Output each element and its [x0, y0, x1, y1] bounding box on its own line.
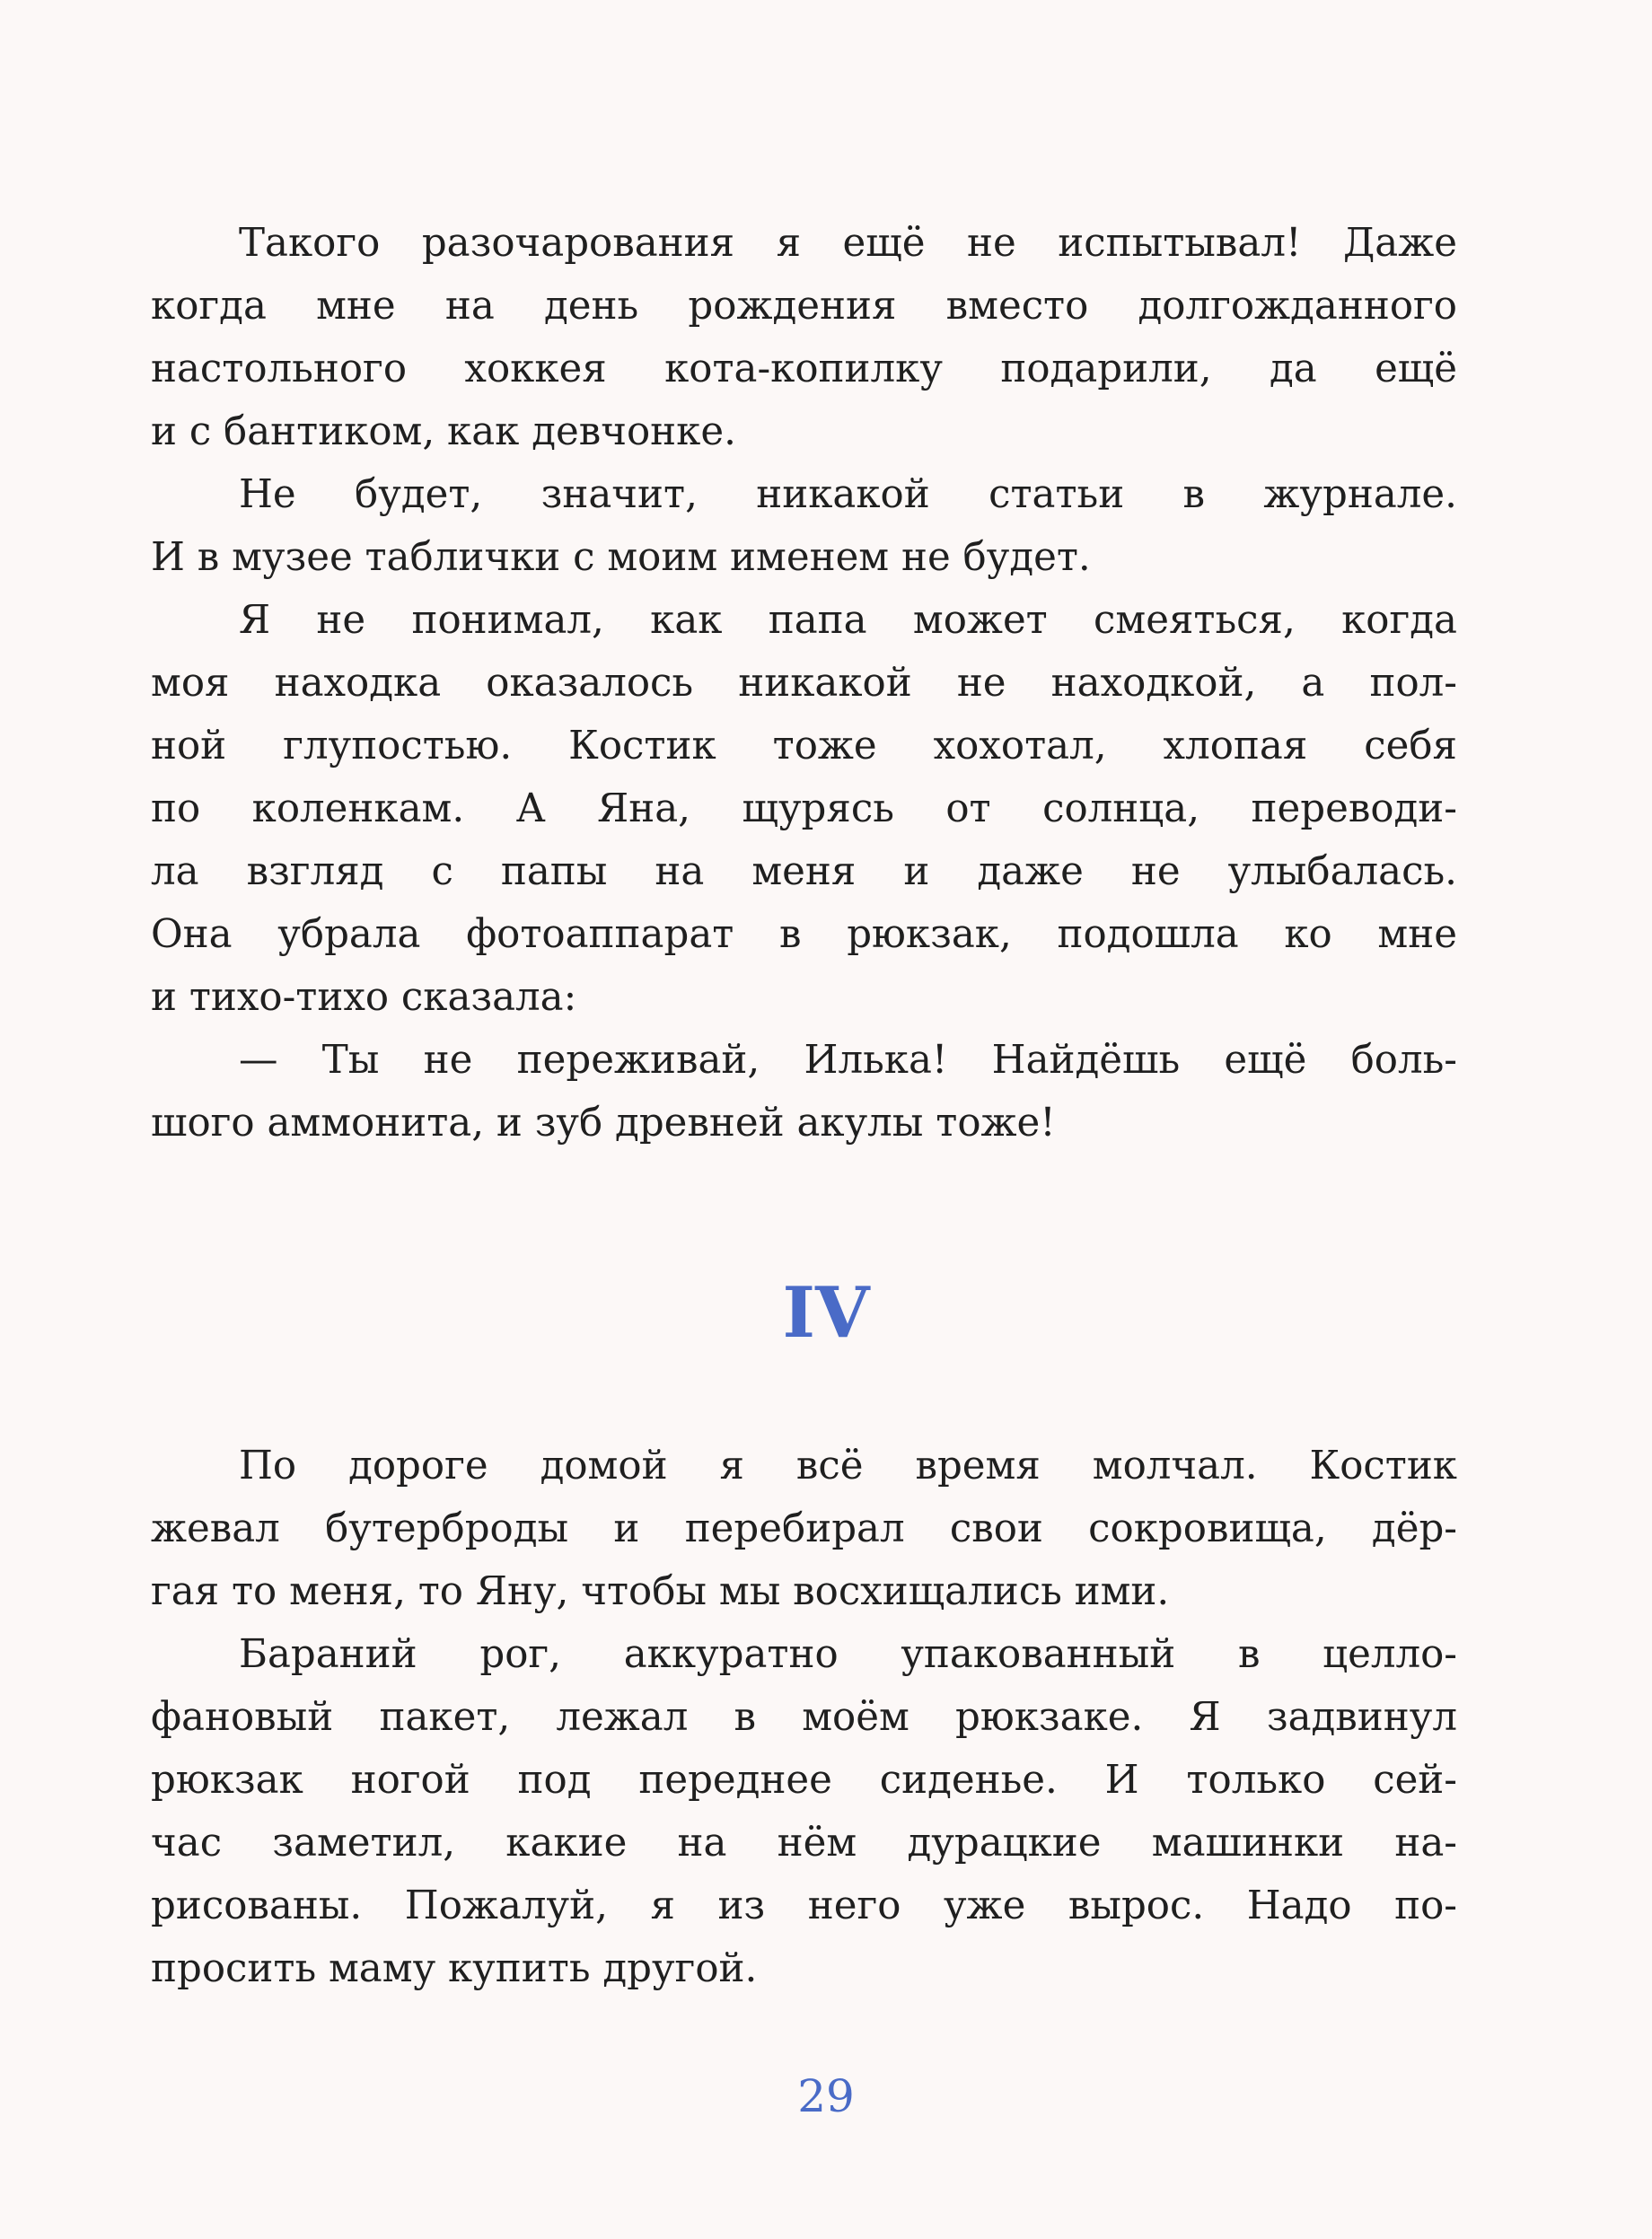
text-line: рисованы. Пожалуй, я из него уже вырос. Надо по-: [151, 1883, 1457, 1928]
text-line: просить маму купить другой.: [151, 1946, 758, 1991]
text-line: Бараний рог, аккуратно упакованный в целло-: [239, 1632, 1457, 1677]
text-line: рюкзак ногой под переднее сиденье. И только сей-: [151, 1758, 1457, 1803]
text-section-1: [151, 212, 1457, 1155]
text-line: по коленкам. А Яна, щурясь от солнца, переводи-: [151, 786, 1457, 831]
text-line: ла взгляд с папы на меня и даже не улыбалась.: [151, 849, 1457, 894]
text-line: Она убрала фотоаппарат в рюкзак, подошла ко мне: [151, 912, 1457, 957]
text-line: И в музее таблички с моим именем не будет.: [151, 535, 1091, 580]
text-line: и с бантиком, как девчонке.: [151, 409, 736, 454]
text-line: шого аммонита, и зуб древней акулы тоже!: [151, 1101, 1056, 1146]
text-line: фановый пакет, лежал в моём рюкзаке. Я задвинул: [151, 1695, 1457, 1740]
text-line: час заметил, какие на нём дурацкие машинки на-: [151, 1821, 1457, 1866]
text-line: и тихо-тихо сказала:: [151, 975, 577, 1020]
text-section-2: [151, 1435, 1457, 2000]
text-line: — Ты не переживай, Илька! Найдёшь ещё боль-: [239, 1038, 1457, 1083]
text-line: настольного хоккея кота-копилку подарили, да ещё: [151, 347, 1457, 391]
text-line: жевал бутерброды и перебирал свои сокровища, дёр-: [151, 1506, 1457, 1551]
text-line: моя находка оказалось никакой не находкой, а пол-: [151, 661, 1457, 706]
text-line: Не будет, значит, никакой статьи в журнале.: [239, 472, 1457, 517]
page-number: 29: [797, 2070, 855, 2122]
text-line: Такого разочарования я ещё не испытывал! Даже: [239, 221, 1457, 266]
text-line: гая то меня, то Яну, чтобы мы восхищались ими.: [151, 1569, 1170, 1614]
text-line: когда мне на день рождения вместо долгожданного: [151, 284, 1457, 329]
text-line: По дороге домой я всё время молчал. Костик: [239, 1444, 1457, 1488]
text-line: Я не понимал, как папа может смеяться, когда: [239, 598, 1457, 643]
chapter-heading: IV: [782, 1272, 870, 1354]
text-line: ной глупостью. Костик тоже хохотал, хлопая себя: [151, 724, 1457, 768]
